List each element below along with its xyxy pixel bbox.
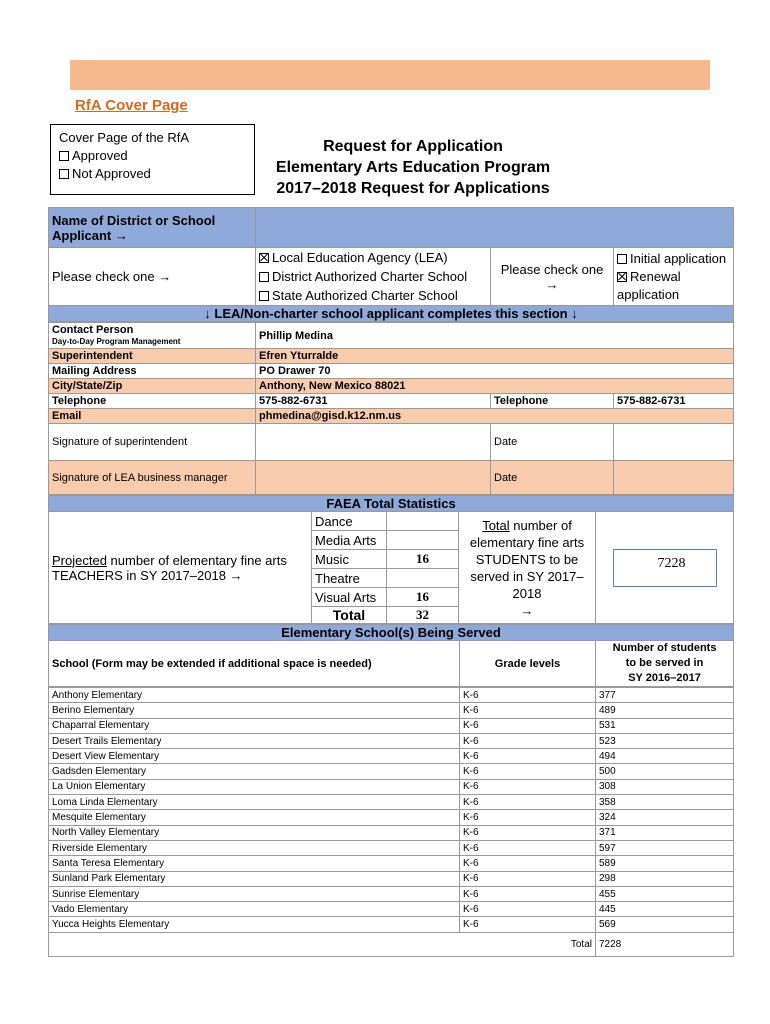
grade-level-cell[interactable]: K-6 <box>460 764 596 779</box>
sig-superintendent-field[interactable] <box>256 424 491 461</box>
school-name-cell[interactable]: Gadsden Elementary <box>49 764 460 779</box>
renewal-checkbox-checked[interactable] <box>617 272 627 282</box>
table-row <box>49 810 734 825</box>
student-count-cell[interactable]: 455 <box>596 886 734 901</box>
school-name-cell[interactable]: Anthony Elementary <box>49 688 460 703</box>
discipline-media-arts: Media Arts <box>312 531 387 550</box>
col-grade-header: Grade levels <box>460 641 596 687</box>
city-label: City/State/Zip <box>49 379 256 394</box>
school-name-cell[interactable]: Desert View Elementary <box>49 749 460 764</box>
table-row <box>49 840 734 855</box>
contact-person-label: Contact Person Day-to-Day Program Management <box>49 323 256 349</box>
school-name-cell[interactable]: Vado Elementary <box>49 902 460 917</box>
mailing-value[interactable]: PO Drawer 70 <box>256 364 734 379</box>
telephone-label-2: Telephone <box>491 394 614 409</box>
initial-checkbox[interactable] <box>617 254 627 264</box>
header-banner <box>70 60 710 90</box>
cover-approval-box <box>50 124 255 195</box>
lea-section-note: ↓ LEA/Non-charter school applicant completes this section ↓ <box>49 306 734 322</box>
schools-rows <box>48 687 734 957</box>
table-row <box>49 718 734 733</box>
district-charter-checkbox[interactable] <box>259 272 269 282</box>
student-count-cell[interactable]: 358 <box>596 795 734 810</box>
not-approved-option[interactable]: Not Approved <box>59 165 246 183</box>
school-name-cell[interactable]: Sunland Park Elementary <box>49 871 460 886</box>
student-count-cell[interactable]: 569 <box>596 917 734 932</box>
table-row <box>49 688 734 703</box>
approved-checkbox[interactable] <box>59 151 69 161</box>
rfa-cover-page-title: RfA Cover Page <box>75 97 188 114</box>
students-label: Total number of elementary fine arts STUDENTS to be served in SY 2017–2018 → <box>459 512 596 624</box>
school-name-cell[interactable]: Yucca Heights Elementary <box>49 917 460 932</box>
lea-checkbox-checked[interactable] <box>259 253 269 263</box>
discipline-dance: Dance <box>312 512 387 531</box>
grade-level-cell[interactable]: K-6 <box>460 749 596 764</box>
applicant-name-field[interactable] <box>256 208 734 248</box>
contact-table <box>48 322 734 495</box>
grade-level-cell[interactable]: K-6 <box>460 917 596 932</box>
discipline-visual-arts: Visual Arts <box>312 588 387 607</box>
faea-title: FAEA Total Statistics <box>49 496 734 512</box>
school-name-cell[interactable]: La Union Elementary <box>49 779 460 794</box>
application-form <box>48 207 733 957</box>
grade-level-cell[interactable]: K-6 <box>460 703 596 718</box>
grade-level-cell[interactable]: K-6 <box>460 840 596 855</box>
date-label-1: Date <box>491 424 614 461</box>
sig-superintendent-label: Signature of superintendent <box>49 424 256 461</box>
grade-level-cell[interactable]: K-6 <box>460 810 596 825</box>
discipline-media-arts-value[interactable] <box>387 531 459 550</box>
students-value-cell <box>596 512 734 624</box>
title-line-1: Request for Application <box>323 138 503 155</box>
col-school-header: School (Form may be extended if additional space is needed) <box>49 641 460 687</box>
grade-level-cell[interactable]: K-6 <box>460 856 596 871</box>
school-name-cell[interactable]: Chaparral Elementary <box>49 718 460 733</box>
student-count-cell[interactable]: 523 <box>596 733 734 748</box>
grade-level-cell[interactable]: K-6 <box>460 733 596 748</box>
discipline-dance-value[interactable] <box>387 512 459 531</box>
student-count-cell[interactable]: 324 <box>596 810 734 825</box>
email-value[interactable]: phmedina@gisd.k12.nm.us <box>256 409 734 424</box>
cover-box-title: Cover Page of the RfA <box>59 130 190 145</box>
document-title <box>255 136 571 199</box>
discipline-visual-arts-value[interactable]: 16 <box>387 588 459 607</box>
date-field-1[interactable] <box>614 424 734 461</box>
sig-lea-field[interactable] <box>256 461 491 495</box>
option-lea[interactable]: Local Education Agency (LEA) <box>259 248 487 267</box>
table-row <box>49 825 734 840</box>
student-count-cell[interactable]: 445 <box>596 902 734 917</box>
school-name-cell[interactable]: Berino Elementary <box>49 703 460 718</box>
teachers-label: Projected number of elementary fine arts TEACHERS in SY 2017–2018 → <box>49 512 312 624</box>
date-field-2[interactable] <box>614 461 734 495</box>
option-renewal[interactable]: Renewal <box>617 268 730 286</box>
title-line-3: 2017–2018 Request for Applications <box>276 180 550 197</box>
school-name-cell[interactable]: Loma Linda Elementary <box>49 795 460 810</box>
student-count-cell[interactable]: 597 <box>596 840 734 855</box>
contact-person-value[interactable]: Phillip Medina <box>256 323 734 349</box>
student-count-cell[interactable]: 531 <box>596 718 734 733</box>
grade-level-cell[interactable]: K-6 <box>460 779 596 794</box>
table-row <box>49 871 734 886</box>
telephone-value[interactable]: 575-882-6731 <box>256 394 491 409</box>
grade-level-cell[interactable]: K-6 <box>460 902 596 917</box>
schools-total-value: 7228 <box>596 932 734 956</box>
table-row <box>49 733 734 748</box>
table-row <box>49 703 734 718</box>
students-value-box[interactable]: 7228 <box>613 549 717 587</box>
school-type-options <box>256 248 491 306</box>
telephone-label: Telephone <box>49 394 256 409</box>
table-row <box>49 764 734 779</box>
discipline-theatre: Theatre <box>312 569 387 588</box>
grade-level-cell[interactable]: K-6 <box>460 886 596 901</box>
not-approved-checkbox[interactable] <box>59 169 69 179</box>
schools-total-label: Total <box>460 932 596 956</box>
option-initial[interactable]: Initial application <box>617 250 730 268</box>
option-state-charter[interactable]: State Authorized Charter School <box>259 286 487 305</box>
mailing-label: Mailing Address <box>49 364 256 379</box>
teachers-total-label: Total <box>312 607 387 624</box>
grade-level-cell[interactable]: K-6 <box>460 795 596 810</box>
email-label: Email <box>49 409 256 424</box>
student-count-cell[interactable]: 377 <box>596 688 734 703</box>
table-row <box>49 856 734 871</box>
check-one-label: Please check one → <box>49 248 256 306</box>
school-name-cell[interactable]: Sunrise Elementary <box>49 886 460 901</box>
student-count-cell[interactable]: 371 <box>596 825 734 840</box>
discipline-music-value[interactable]: 16 <box>387 550 459 569</box>
check-one-label-2: Please check one → <box>491 248 614 306</box>
table-row <box>49 779 734 794</box>
student-count-cell[interactable]: 494 <box>596 749 734 764</box>
state-charter-checkbox[interactable] <box>259 291 269 301</box>
student-count-cell[interactable]: 500 <box>596 764 734 779</box>
faea-table <box>48 495 734 624</box>
applicant-table <box>48 207 734 322</box>
option-district-charter[interactable]: District Authorized Charter School <box>259 267 487 286</box>
discipline-theatre-value[interactable] <box>387 569 459 588</box>
grade-level-cell[interactable]: K-6 <box>460 718 596 733</box>
grade-level-cell[interactable]: K-6 <box>460 825 596 840</box>
table-row <box>49 886 734 901</box>
student-count-cell[interactable]: 308 <box>596 779 734 794</box>
applicant-name-label: Name of District or School Applicant → <box>49 208 256 248</box>
school-name-cell[interactable]: North Valley Elementary <box>49 825 460 840</box>
approved-option[interactable]: Approved <box>59 147 246 165</box>
grade-level-cell[interactable]: K-6 <box>460 871 596 886</box>
table-row <box>49 902 734 917</box>
col-students-header: Number of students to be served in SY 2016–2017 <box>596 641 734 687</box>
student-count-cell[interactable]: 298 <box>596 871 734 886</box>
table-row <box>49 795 734 810</box>
superintendent-value[interactable]: Efren Yturralde <box>256 349 734 364</box>
discipline-music: Music <box>312 550 387 569</box>
city-value[interactable]: Anthony, New Mexico 88021 <box>256 379 734 394</box>
sig-lea-label: Signature of LEA business manager <box>49 461 256 495</box>
teachers-total-value: 32 <box>387 607 459 624</box>
student-count-cell[interactable]: 489 <box>596 703 734 718</box>
application-type-options: Initial application Renewal application <box>614 248 734 306</box>
school-name-cell[interactable]: Desert Trails Elementary <box>49 733 460 748</box>
superintendent-label: Superintendent <box>49 349 256 364</box>
school-name-cell[interactable]: Mesquite Elementary <box>49 810 460 825</box>
school-name-cell[interactable]: Riverside Elementary <box>49 840 460 855</box>
table-row <box>49 749 734 764</box>
title-line-2: Elementary Arts Education Program <box>275 159 551 176</box>
total-spacer <box>49 932 460 956</box>
date-label-2: Date <box>491 461 614 495</box>
telephone-value-2[interactable]: 575-882-6731 <box>614 394 734 409</box>
student-count-cell[interactable]: 589 <box>596 856 734 871</box>
schools-title: Elementary School(s) Being Served <box>49 625 734 641</box>
school-name-cell[interactable]: Santa Teresa Elementary <box>49 856 460 871</box>
table-row <box>49 917 734 932</box>
schools-table <box>48 624 734 687</box>
grade-level-cell[interactable]: K-6 <box>460 688 596 703</box>
